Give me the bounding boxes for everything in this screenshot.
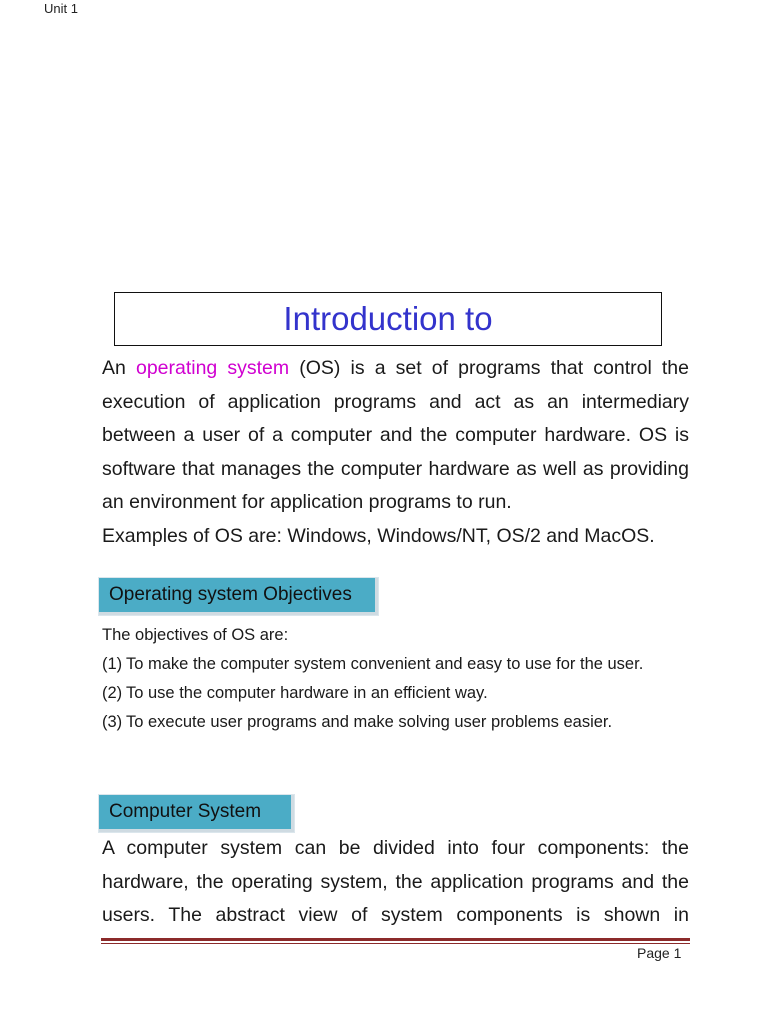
page-title: Introduction to bbox=[283, 300, 493, 337]
list-item bbox=[102, 708, 722, 737]
intro-examples: Examples of OS are: Windows, Windows/NT, OS/2 and MacOS. bbox=[102, 524, 655, 547]
list-item-text: To execute user programs and make solving user problems easier. bbox=[126, 713, 613, 731]
list-item-number: (2) bbox=[102, 684, 123, 702]
list-item bbox=[102, 650, 722, 679]
page-number: Page 1 bbox=[637, 945, 682, 961]
unit-label: Unit 1 bbox=[44, 1, 78, 16]
footer-divider bbox=[101, 938, 690, 941]
objectives-heading: Operating system Objectives bbox=[99, 578, 378, 615]
objectives-lead: The objectives of OS are: bbox=[102, 626, 289, 644]
computer-system-heading: Computer System bbox=[99, 795, 294, 832]
list-item bbox=[102, 679, 722, 708]
list-item-number: (1) bbox=[102, 655, 123, 673]
list-item-text: To make the computer system convenient and easy to use for the user. bbox=[126, 655, 644, 673]
list-item-text: To use the computer hardware in an efficient way. bbox=[126, 684, 488, 702]
intro-body: (OS) is a set of programs that control the execution of application programs and act as an intermediary between a user of a computer and the computer hardware. OS is software that manages the computer hardware as well as providing an environment for application programs to run. bbox=[102, 357, 689, 513]
list-item-number: (3) bbox=[102, 713, 123, 731]
computer-system-paragraph: A computer system can be divided into four components: the hardware, the operating system, the application programs and the users. The abstract view of system components is shown in bbox=[102, 837, 689, 926]
intro-paragraph bbox=[102, 352, 689, 553]
operating-system-term: operating system bbox=[135, 357, 290, 379]
footer-divider-thin bbox=[101, 943, 690, 944]
intro-prefix: An bbox=[102, 357, 136, 379]
objectives-list bbox=[102, 621, 722, 737]
title-box bbox=[114, 292, 662, 346]
